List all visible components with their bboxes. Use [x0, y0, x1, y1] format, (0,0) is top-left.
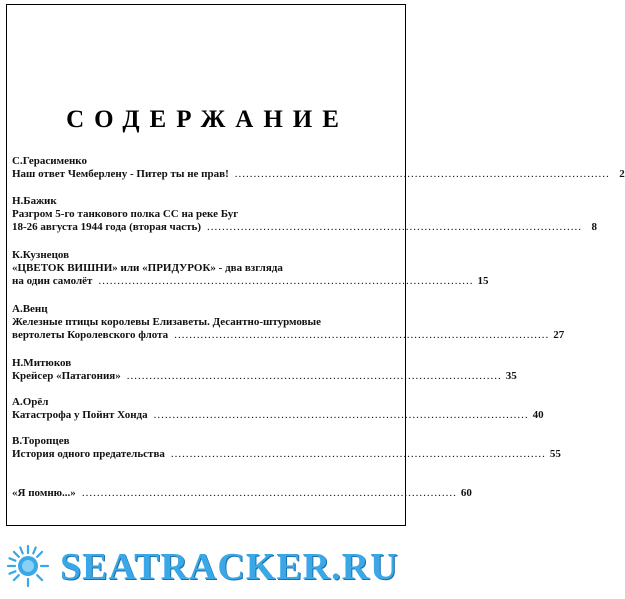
toc-author: А.Орёл — [12, 396, 49, 408]
toc-author: Н.Бажик — [12, 195, 57, 207]
toc-author: Н.Митюков — [12, 357, 72, 369]
toc-author: А.Венц — [12, 303, 48, 315]
toc-entry — [12, 195, 598, 234]
toc-line[interactable] — [12, 370, 517, 383]
toc-leader: .................................................................................................... — [174, 329, 550, 341]
toc-line[interactable] — [12, 329, 565, 342]
toc-leader: .................................................................................................... — [98, 275, 474, 287]
toc-title: вертолеты Королевского флота — [12, 329, 169, 341]
toc-line[interactable] — [12, 208, 400, 221]
toc-leader: .................................................................................................... — [207, 221, 583, 233]
page-title: СОДЕРЖАНИЕ — [66, 106, 349, 133]
toc-leader: .................................................................................................... — [170, 448, 546, 460]
toc-page-number: 55 — [549, 448, 561, 460]
toc-title: Крейсер «Патагония» — [12, 370, 121, 382]
toc-entry — [12, 155, 625, 181]
toc-line[interactable] — [12, 316, 400, 329]
toc-title: на один самолёт — [12, 275, 93, 287]
toc-title: «ЦВЕТОК ВИШНИ» или «ПРИДУРОК» - два взгляда — [12, 262, 283, 274]
toc-author: В.Торопцев — [12, 435, 70, 447]
toc-page-number: 60 — [460, 487, 472, 499]
toc-line[interactable] — [12, 262, 400, 275]
toc-leader: .................................................................................................... — [81, 487, 457, 499]
toc-entry — [12, 357, 517, 383]
toc-line[interactable] — [12, 487, 472, 500]
toc-title: Наш ответ Чемберлену - Питер ты не прав! — [12, 168, 229, 180]
toc-title: История одного предательства — [12, 448, 165, 460]
toc-page-number: 8 — [591, 221, 598, 233]
toc-line[interactable] — [12, 448, 561, 461]
toc-entry — [12, 303, 565, 342]
toc-page-number: 40 — [532, 409, 544, 421]
toc-title: «Я помню...» — [12, 487, 76, 499]
watermark-footer — [0, 531, 415, 599]
toc-line[interactable] — [12, 221, 598, 234]
toc-line[interactable] — [12, 275, 489, 288]
toc-page-number: 15 — [477, 275, 489, 287]
toc-author: С.Герасименко — [12, 155, 87, 167]
toc-title: Катастрофа у Пойнт Хонда — [12, 409, 148, 421]
toc-author: К.Кузнецов — [12, 249, 70, 261]
toc-page-number: 35 — [505, 370, 517, 382]
toc-title: Разгром 5-го танкового полка СС на реке Буг — [12, 208, 239, 220]
toc-entry — [12, 396, 544, 422]
toc-title: 18-26 августа 1944 года (вторая часть) — [12, 221, 202, 233]
toc-entry — [12, 435, 561, 461]
toc-line[interactable] — [12, 168, 625, 181]
sun-icon — [6, 544, 50, 588]
toc-title: Железные птицы королевы Елизаветы. Десантно-штурмовые — [12, 316, 322, 328]
toc-page-number: 27 — [553, 329, 565, 341]
toc-leader: .................................................................................................... — [234, 168, 610, 180]
watermark-text: SEATRACKER.RU — [60, 546, 399, 588]
toc-line[interactable] — [12, 409, 544, 422]
toc-page-number: 2 — [619, 168, 625, 180]
toc-leader: .................................................................................................... — [126, 370, 502, 382]
toc-entry — [12, 249, 489, 288]
toc-leader: .................................................................................................... — [153, 409, 529, 421]
toc-entry — [12, 487, 472, 500]
